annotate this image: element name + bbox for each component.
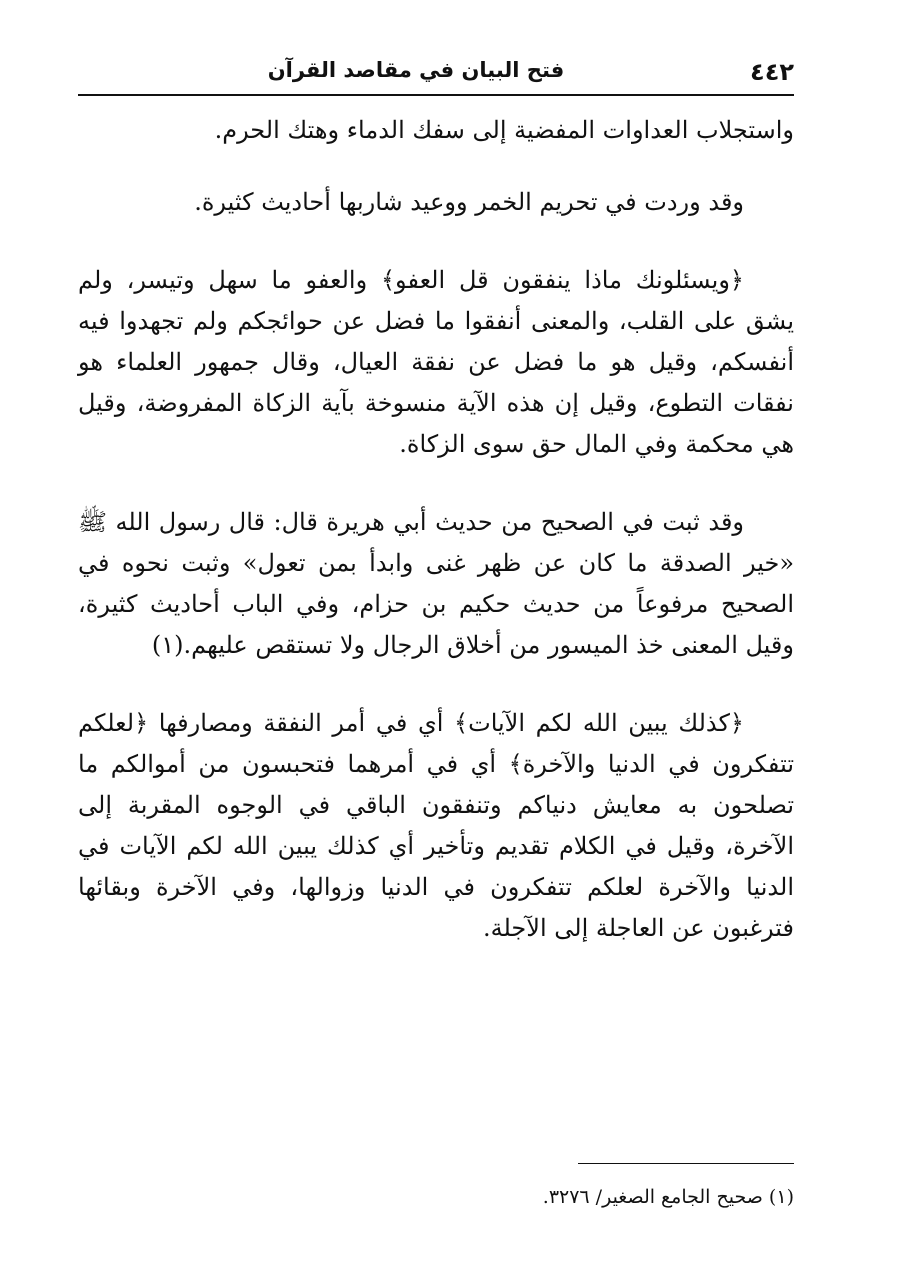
body-text [78,110,794,949]
page-header [78,52,794,92]
footnote-divider [578,1163,794,1164]
paragraph-5: ﴿كذلك يبين الله لكم الآيات﴾ أي في أمر النفقة ومصارفها ﴿لعلكم تتفكرون في الدنيا والآخرة﴾ أي في أمرهما فتحبسون من أموالكم ما تصلحون به معايش دنياكم وتنفقون الباقي في الوجوه المقربة إلى الآخرة، وقيل في الكلام تقديم وتأخير أي كذلك يبين الله لكم الآيات في الدنيا والآخرة لعلكم تتفكرون في الدنيا وزوالها، وفي الآخرة وبقائها فترغبون عن العاجلة إلى الآجلة. [78,709,794,942]
paragraph-2: وقد وردت في تحريم الخمر ووعيد شاربها أحاديث كثيرة. [194,188,744,216]
paragraph-4: وقد ثبت في الصحيح من حديث أبي هريرة قال: قال رسول الله ﷺ «خير الصدقة ما كان عن ظهر غنى وابدأ بمن تعول» وثبت نحوه في الصحيح مرفوعاً من حديث حكيم بن حزام، وفي الباب أحاديث كثيرة، وقيل المعنى خذ الميسور من أخلاق الرجال ولا تستقص عليهم.(١) [78,508,794,659]
page-number: ٤٤٢ [750,58,794,86]
running-title: فتح البيان في مقاصد القرآن [267,58,565,82]
header-divider [78,94,794,96]
paragraph-1: واستجلاب العداوات المفضية إلى سفك الدماء وهتك الحرم. [214,116,794,144]
paragraph-3: ﴿ويسئلونك ماذا ينفقون قل العفو﴾ والعفو ما سهل وتيسر، ولم يشق على القلب، والمعنى أنفقوا ما فضل عن حوائجكم ولم تجهدوا فيه أنفسكم، وقيل هو ما فضل عن نفقة العيال، وقال جمهور العلماء هو نفقات التطوع، وقيل إن هذه الآية منسوخة بآية الزكاة المفروضة، وقيل هي محكمة وفي المال حق سوى الزكاة. [78,266,794,458]
footnote: (١) صحيح الجامع الصغير/ ٣٢٧٦. [542,1186,794,1208]
